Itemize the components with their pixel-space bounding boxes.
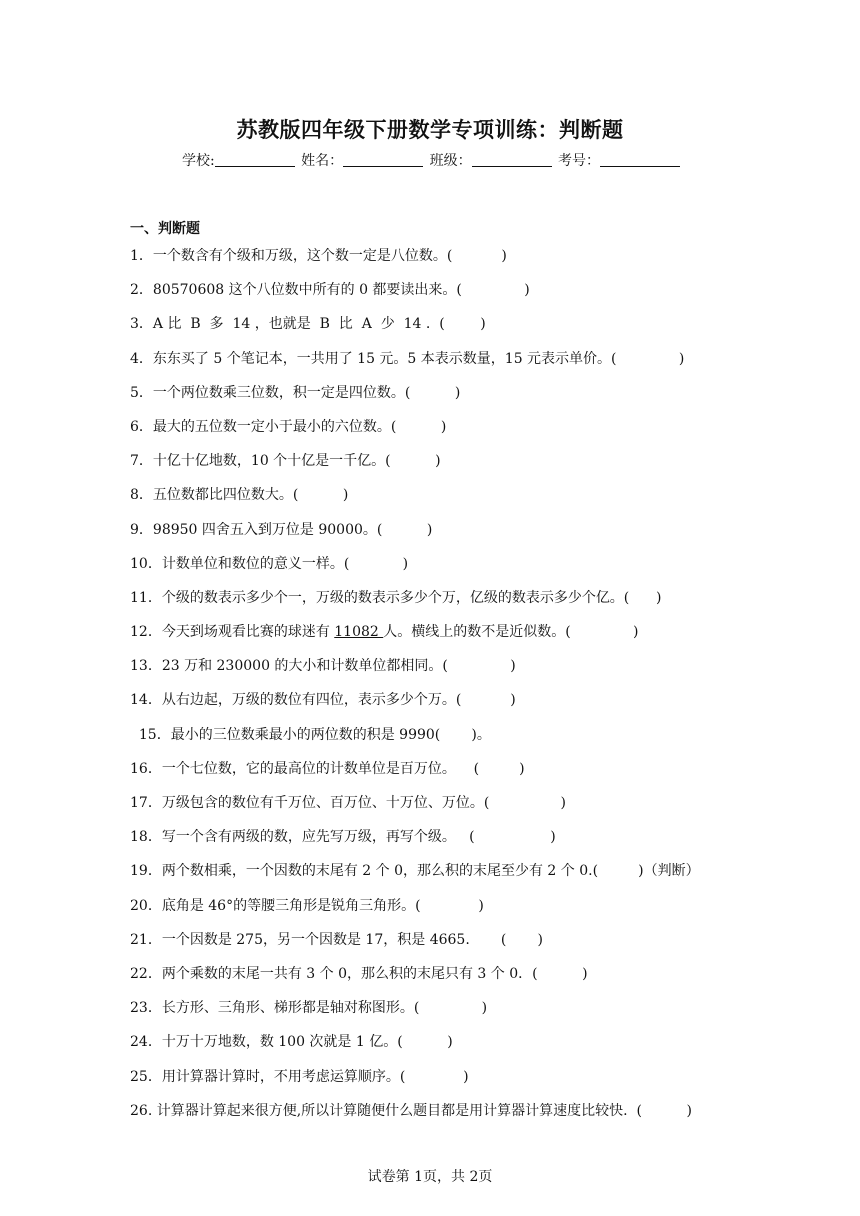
- answer-blank[interactable]: ): [298, 487, 349, 504]
- question-text: 25．用计算器计算时，不用考虑运算顺序。(: [130, 1068, 406, 1085]
- question-item: [130, 519, 750, 553]
- question-text: 11．个级的数表示多少个一，万级的数表示多少个万，亿级的数表示多少个亿。(: [130, 589, 630, 606]
- name-field: [299, 153, 427, 169]
- answer-blank[interactable]: ): [461, 282, 530, 299]
- question-list: [130, 245, 750, 1134]
- answer-blank[interactable]: ): [616, 350, 685, 367]
- question-text: 人。横线上的数不是近似数。(: [383, 624, 571, 641]
- question-item: [130, 416, 750, 450]
- school-blank[interactable]: [215, 152, 295, 167]
- question-item: [130, 929, 750, 963]
- answer-blank[interactable]: )（判断）: [598, 863, 700, 880]
- question-item: [130, 997, 750, 1031]
- question-text: 26. 计算器计算起来很方便,所以计算随便什么题目都是用计算器计算速度比较快. (: [130, 1102, 642, 1119]
- question-text: 24．十万十万地数，数 100 次就是 1 亿。(: [130, 1034, 403, 1051]
- answer-blank[interactable]: ): [420, 897, 484, 914]
- question-text: 16．一个七位数，它的最高位的计数单位是百万位。 (: [130, 760, 480, 777]
- question-text: 9．98950 四舍五入到万位是 90000。(: [130, 521, 383, 538]
- question-item: [130, 1031, 750, 1065]
- answer-blank[interactable]: ): [537, 965, 588, 982]
- question-item: [130, 895, 750, 929]
- student-info-line: [0, 150, 860, 170]
- question-item: [130, 484, 750, 518]
- question-text: 15．最小的三位数乘最小的两位数的积是 9990(: [130, 726, 441, 743]
- question-item: [130, 963, 750, 997]
- question-text: 3．A 比 B 多 14 ，也就是 B 比 A 少 14 . (: [130, 316, 445, 333]
- question-item: [130, 724, 750, 758]
- question-item: [130, 1100, 750, 1134]
- class-blank[interactable]: [472, 152, 552, 167]
- question-item: [130, 689, 750, 723]
- question-text: 7．十亿十亿地数，10 个十亿是一千亿。(: [130, 453, 391, 470]
- answer-blank[interactable]: ): [461, 692, 516, 709]
- question-text: 10．计数单位和数位的意义一样。(: [130, 555, 350, 572]
- question-text: 18．写一个含有两级的数，应先写万级，再写个级。 (: [130, 829, 475, 846]
- answer-blank[interactable]: ): [570, 624, 639, 641]
- answer-blank[interactable]: ): [349, 555, 409, 572]
- question-text: 21．一个因数是 275，另一个因数是 17，积是 4665. (: [130, 931, 507, 948]
- question-item: [130, 553, 750, 587]
- answer-blank[interactable]: ): [474, 829, 556, 846]
- question-text: 19．两个数相乘，一个因数的末尾有 2 个 0，那么积的末尾至少有 2 个 0.(: [130, 863, 599, 880]
- question-text: 8．五位数都比四位数大。(: [130, 487, 299, 504]
- answer-blank[interactable]: ): [447, 658, 516, 675]
- question-text: 23．长方形、三角形、梯形都是轴对称图形。(: [130, 1000, 420, 1017]
- question-item: [130, 382, 750, 416]
- question-item: [130, 758, 750, 792]
- answer-blank[interactable]: ): [390, 453, 441, 470]
- question-text: 17．万级包含的数位有千万位、百万位、十万位、万位。(: [130, 795, 490, 811]
- answer-blank[interactable]: ): [641, 1102, 692, 1119]
- exam-number-blank[interactable]: [600, 152, 680, 167]
- class-label: 班级：: [429, 153, 472, 169]
- question-text: 4．东东买了 5 个笔记本，一共用了 15 元。5 本表示数量，15 元表示单价。(: [130, 350, 617, 367]
- question-item: [130, 826, 750, 860]
- underlined-number: 11082: [334, 624, 384, 641]
- question-item: [130, 348, 750, 382]
- question-text: 1．一个数含有个级和万级，这个数一定是八位数。(: [130, 248, 453, 264]
- question-item: [130, 587, 750, 621]
- question-item: [130, 313, 750, 347]
- class-field: [428, 153, 556, 169]
- question-item: [130, 245, 750, 279]
- page-title: 苏教版四年级下册数学专项训练：判断题: [236, 118, 624, 142]
- answer-blank[interactable]: ): [405, 1068, 469, 1085]
- question-text: 12．今天到场观看比赛的球迷有: [130, 624, 335, 641]
- school-label: 学校:: [181, 153, 215, 169]
- question-item: [130, 655, 750, 689]
- answer-blank[interactable]: ): [410, 384, 461, 401]
- question-item: [130, 279, 750, 313]
- name-label: 姓名：: [301, 153, 344, 169]
- question-text: 20．底角是 46°的等腰三角形是锐角三角形。(: [130, 897, 421, 914]
- question-item: [130, 450, 750, 484]
- section-heading: 一、判断题: [130, 221, 200, 237]
- question-text: 5．一个两位数乘三位数，积一定是四位数。(: [130, 384, 411, 401]
- question-text: 14．从右边起，万级的数位有四位，表示多少个万。(: [130, 692, 462, 709]
- exam-number-field: [556, 153, 680, 169]
- question-item: [130, 1066, 750, 1100]
- answer-blank[interactable]: ): [419, 1000, 488, 1017]
- answer-blank[interactable]: ): [402, 1034, 453, 1051]
- answer-blank[interactable]: ): [506, 931, 544, 948]
- answer-blank[interactable]: ): [396, 418, 447, 435]
- answer-blank[interactable]: ): [382, 521, 433, 538]
- name-blank[interactable]: [343, 152, 423, 167]
- question-item: [130, 621, 750, 655]
- answer-blank[interactable]: ): [629, 589, 662, 606]
- exam-number-label: 考号：: [558, 153, 601, 169]
- answer-blank[interactable]: ): [489, 795, 566, 811]
- question-text: 2．80570608 这个八位数中所有的 0 都要读出来。(: [130, 282, 462, 299]
- answer-blank[interactable]: ): [452, 248, 507, 264]
- question-text: 13．23 万和 230000 的大小和计数单位都相同。(: [130, 658, 448, 675]
- question-item: [130, 860, 750, 894]
- question-text: 22．两个乘数的末尾一共有 3 个 0，那么积的末尾只有 3 个 0．(: [130, 965, 538, 982]
- page-footer: 试卷第 1页，共 2页: [367, 1169, 493, 1185]
- answer-blank[interactable]: ): [479, 760, 525, 777]
- answer-blank[interactable]: )。: [440, 726, 491, 743]
- school-field: [180, 153, 299, 169]
- answer-blank[interactable]: ): [444, 316, 486, 333]
- question-text: 6．最大的五位数一定小于最小的六位数。(: [130, 418, 397, 435]
- question-item: [130, 792, 750, 826]
